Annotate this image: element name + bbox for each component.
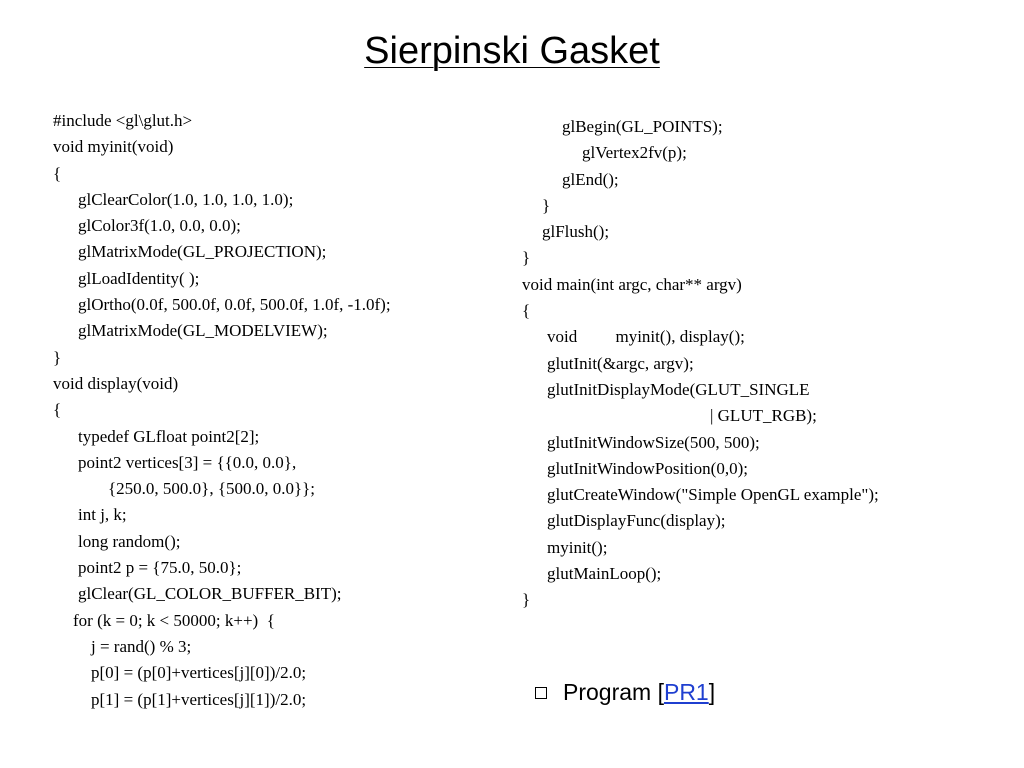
slide-title: Sierpinski Gasket [364, 30, 660, 72]
code-line: glutInitWindowPosition(0,0); [547, 458, 748, 478]
code-line: | GLUT_RGB); [710, 406, 817, 426]
code-line: glFlush(); [542, 222, 610, 242]
pr1-link[interactable]: PR1 [663, 679, 709, 705]
right-code-block [522, 114, 879, 614]
code-line: void myinit(void) [53, 137, 174, 157]
code-line: } [522, 590, 531, 610]
code-line: glColor3f(1.0, 0.0, 0.0); [78, 216, 241, 236]
code-line: point2 p = {75.0, 50.0}; [78, 558, 242, 578]
code-line: #include <gl\glut.h> [53, 111, 193, 130]
code-line: glClearColor(1.0, 1.0, 1.0, 1.0); [78, 189, 294, 209]
code-line: } [542, 195, 551, 215]
code-line: glutInitWindowSize(500, 500); [547, 432, 760, 452]
code-line: glClear(GL_COLOR_BUFFER_BIT); [78, 584, 342, 604]
bullet-suffix: ] [708, 679, 716, 705]
code-line: glEnd(); [562, 169, 619, 189]
code-line: glOrtho(0.0f, 500.0f, 0.0f, 500.0f, 1.0f, -1.0f); [78, 295, 391, 315]
left-code-block [53, 108, 391, 713]
code-line: glutInitDisplayMode(GLUT_SINGLE [547, 379, 810, 399]
code-line: glLoadIdentity( ); [78, 268, 200, 288]
code-line: } [53, 347, 62, 367]
code-line: } [522, 248, 531, 268]
code-line: glutDisplayFunc(display); [547, 511, 726, 531]
code-line: point2 vertices[3] = {{0.0, 0.0}, [78, 452, 297, 472]
checkbox-bullet-icon [535, 687, 547, 699]
code-line: void main(int argc, char** argv) [522, 274, 742, 294]
program-bullet [535, 679, 715, 706]
code-line: int j, k; [78, 505, 127, 525]
code-line: myinit(); [547, 537, 608, 557]
code-line: glutMainLoop(); [547, 564, 662, 584]
code-line: {250.0, 500.0}, {500.0, 0.0}}; [108, 479, 316, 499]
code-line: for (k = 0; k < 50000; k++) { [73, 610, 275, 630]
code-line: glBegin(GL_POINTS); [562, 117, 723, 136]
code-line: void myinit(), display(); [547, 327, 745, 347]
code-line: glMatrixMode(GL_PROJECTION); [78, 242, 327, 262]
code-line: glutInit(&argc, argv); [547, 353, 694, 373]
code-line: void display(void) [53, 373, 179, 393]
code-line: p[1] = (p[1]+vertices[j][1])/2.0; [91, 689, 307, 709]
code-line: { [522, 301, 531, 321]
code-line: glVertex2fv(p); [582, 143, 687, 163]
code-line: p[0] = (p[0]+vertices[j][0])/2.0; [91, 663, 307, 683]
code-line: { [53, 163, 62, 183]
code-line: long random(); [78, 531, 181, 551]
code-line: j = rand() % 3; [91, 636, 192, 656]
bullet-prefix: Program [ [563, 679, 664, 705]
code-line: typedef GLfloat point2[2]; [78, 426, 260, 446]
code-line: { [53, 400, 62, 420]
code-line: glutCreateWindow("Simple OpenGL example"); [547, 485, 879, 505]
code-line: glMatrixMode(GL_MODELVIEW); [78, 321, 328, 341]
